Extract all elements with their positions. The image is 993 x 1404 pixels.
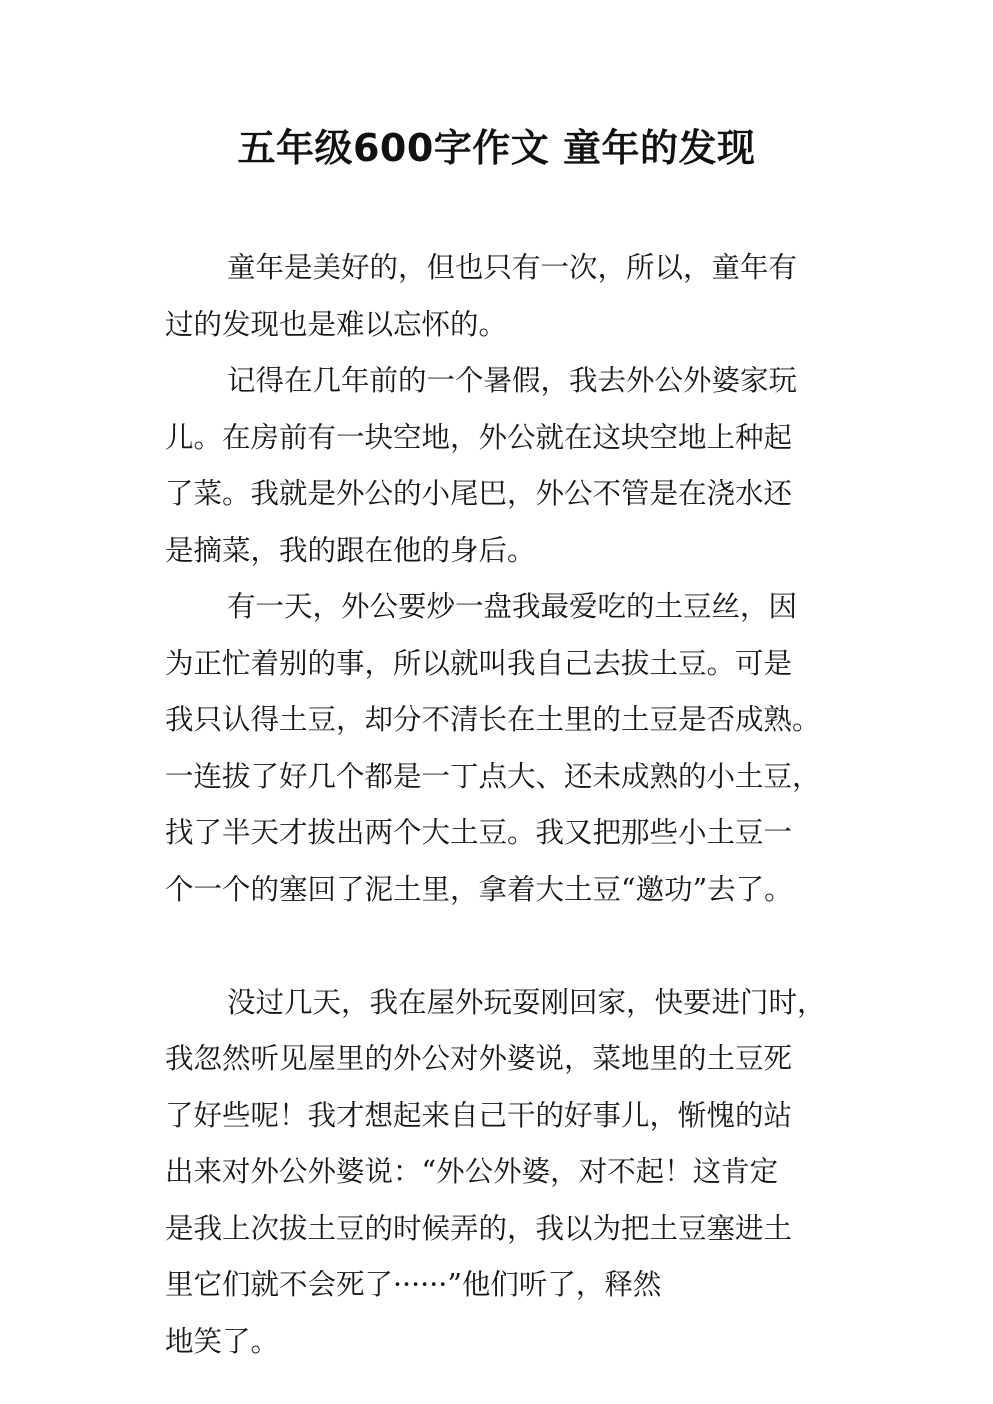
text-line: 我只认得土豆，却分不清长在土里的土豆是否成熟。 — [165, 703, 821, 736]
text-line: 里它们就不会死了······”他们听了，释然 — [165, 1268, 662, 1301]
text-line: 个一个的塞回了泥土里，拿着大土豆“邀功”去了。 — [165, 872, 793, 906]
paragraph-4 — [165, 975, 845, 1371]
document-body — [165, 240, 845, 1370]
text-line: 是摘菜，我的跟在他的身后。 — [165, 533, 536, 567]
text-line: 我忽然听见屋里的外公对外婆说，菜地里的土豆死 — [165, 1042, 793, 1075]
text-line: 了好些呢！我才想起来自己干的好事儿，惭愧的站 — [165, 1098, 793, 1132]
text-line: 有一天，外公要炒一盘我最爱吃的土豆丝，因 — [227, 590, 798, 623]
paragraph-2 — [165, 353, 845, 579]
text-line: 儿。在房前有一块空地，外公就在这块空地上种起 — [165, 420, 793, 454]
text-line: 出来对外公外婆说：“外公外婆，对不起！这肯定 — [165, 1155, 779, 1188]
text-line: 地笑了。 — [165, 1324, 280, 1358]
text-line: 了菜。我就是外公的小尾巴，外公不管是在浇水还 — [165, 477, 793, 510]
paragraph-1 — [165, 240, 845, 353]
text-line: 为正忙着别的事，所以就叫我自己去拔土豆。可是 — [165, 646, 793, 680]
text-line: 没过几天，我在屋外玩耍刚回家，快要进门时， — [227, 985, 826, 1019]
text-line: 记得在几年前的一个暑假，我去外公外婆家玩 — [227, 364, 798, 397]
paragraph-spacer — [165, 918, 845, 975]
paragraph-3 — [165, 579, 845, 918]
text-line: 过的发现也是难以忘怀的。 — [165, 307, 508, 341]
text-line: 一连拔了好几个都是一丁点大、还未成熟的小土豆， — [165, 759, 821, 793]
text-line: 童年是美好的，但也只有一次，所以，童年有 — [227, 251, 798, 284]
text-line: 是我上次拔土豆的时候弄的，我以为把土豆塞进土 — [165, 1211, 793, 1245]
text-line: 找了半天才拔出两个大土豆。我又把那些小土豆一 — [165, 816, 793, 849]
document-title: 五年级600字作文 童年的发现 — [237, 126, 756, 170]
